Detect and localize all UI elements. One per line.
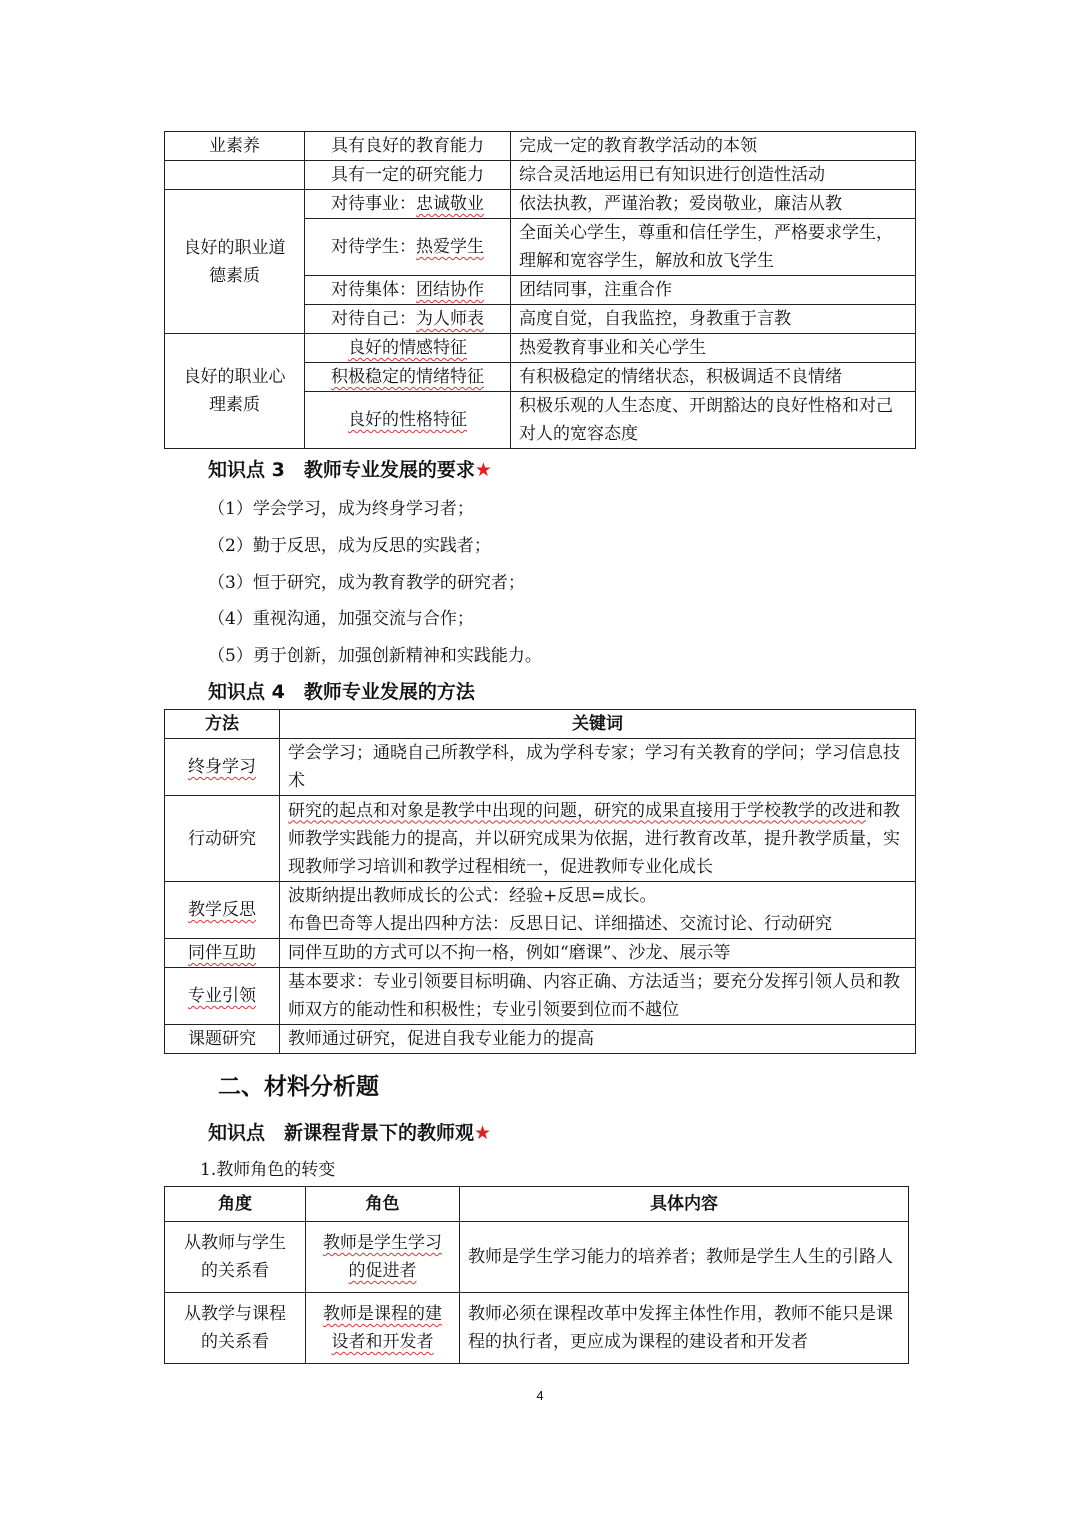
item-cell xyxy=(305,276,511,305)
table-row xyxy=(165,968,916,1025)
item-keyword: 团结协作 xyxy=(416,280,484,300)
item-keyword: 忠诚敬业 xyxy=(416,194,484,214)
table-row xyxy=(165,796,916,882)
desc-cell: 高度自觉，自我监控，身教重于言教 xyxy=(511,305,916,334)
item-keyword: 良好的性格特征 xyxy=(348,410,467,430)
desc-cell xyxy=(280,882,916,939)
list-item: （1）学会学习，成为终身学习者； xyxy=(208,499,474,519)
subheading: 1.教师角色的转变 xyxy=(200,1160,336,1180)
category-cell: 业素养 xyxy=(165,132,305,161)
table-row xyxy=(165,132,916,161)
item-cell: 具有良好的教育能力 xyxy=(305,132,511,161)
desc-cell: 教师通过研究，促进自我专业能力的提高 xyxy=(280,1025,916,1054)
desc-cell: 完成一定的教育教学活动的本领 xyxy=(511,132,916,161)
desc-cell: 学会学习；通晓自己所教学科，成为学科专家；学习有关教育的学问；学习信息技术 xyxy=(280,739,916,796)
desc-line: 波斯纳提出教师成长的公式：经验+反思=成长。 xyxy=(288,886,657,906)
table-row xyxy=(165,882,916,939)
desc-cell: 同伴互助的方式可以不拘一格，例如“磨课”、沙龙、展示等 xyxy=(280,939,916,968)
desc-cell: 教师是学生学习能力的培养者；教师是学生人生的引路人 xyxy=(460,1222,909,1293)
method-cell xyxy=(165,939,280,968)
item-prefix: 对待自己： xyxy=(331,309,416,329)
list-item: （3）恒于研究，成为教育教学的研究者； xyxy=(208,573,525,593)
method-label: 教学反思 xyxy=(188,900,256,920)
quality-table xyxy=(164,131,916,449)
desc-cell: 有积极稳定的情绪状态，积极调适不良情绪 xyxy=(511,363,916,392)
star-icon: ★ xyxy=(474,1122,492,1144)
list-item: （5）勇于创新，加强创新精神和实践能力。 xyxy=(208,646,542,666)
table-row xyxy=(165,190,916,219)
table-row xyxy=(165,939,916,968)
table-row xyxy=(165,334,916,363)
table-header-row xyxy=(165,1187,909,1222)
angle-cell: 从教师与学生的关系看 xyxy=(165,1222,306,1293)
column-header: 角度 xyxy=(165,1187,306,1222)
method-cell xyxy=(165,968,280,1025)
kp5-title: 知识点 新课程背景下的教师观 xyxy=(208,1122,475,1144)
item-prefix: 对待事业： xyxy=(331,194,416,214)
methods-table xyxy=(164,709,916,1054)
item-keyword: 良好的情感特征 xyxy=(348,338,467,358)
desc-cell: 全面关心学生，尊重和信任学生，严格要求学生，理解和宽容学生，解放和放飞学生 xyxy=(511,219,916,276)
item-keyword: 为人师表 xyxy=(416,309,484,329)
desc-cell xyxy=(280,796,916,882)
page-number: 4 xyxy=(536,1388,544,1403)
method-label: 专业引领 xyxy=(188,986,256,1006)
desc-cell: 依法执教，严谨治教；爱岗敬业，廉洁从教 xyxy=(511,190,916,219)
kp3-heading xyxy=(208,455,492,482)
table-row xyxy=(165,1222,909,1293)
item-prefix: 对待学生： xyxy=(331,237,416,257)
item-cell xyxy=(305,363,511,392)
role-cell xyxy=(306,1222,460,1293)
desc-emphasis: 研究的成果直接用于学校教学的改进 xyxy=(594,800,866,821)
method-cell: 行动研究 xyxy=(165,796,280,882)
desc-cell: 团结同事，注重合作 xyxy=(511,276,916,305)
kp4-heading xyxy=(208,677,475,704)
role-label: 教师是课程的建设者和开发者 xyxy=(323,1304,442,1352)
category-cell: 良好的职业心理素质 xyxy=(165,334,305,449)
star-icon: ★ xyxy=(474,459,492,481)
method-cell: 课题研究 xyxy=(165,1025,280,1054)
item-keyword: 热爱学生 xyxy=(416,237,484,257)
table-row xyxy=(165,1025,916,1054)
method-cell xyxy=(165,882,280,939)
item-cell: 具有一定的研究能力 xyxy=(305,161,511,190)
kp4-title: 知识点 4 教师专业发展的方法 xyxy=(208,681,475,703)
role-label: 教师是学生学习的促进者 xyxy=(323,1233,442,1281)
column-header: 角色 xyxy=(306,1187,460,1222)
table-header-row xyxy=(165,710,916,739)
angle-cell: 从教学与课程的关系看 xyxy=(165,1293,306,1364)
method-label: 同伴互助 xyxy=(188,943,256,963)
table-row xyxy=(165,161,916,190)
item-cell xyxy=(305,190,511,219)
desc-cell: 综合灵活地运用已有知识进行创造性活动 xyxy=(511,161,916,190)
desc-line: 布鲁巴奇等人提出四种方法：反思日记、详细描述、交流讨论、行动研究 xyxy=(288,914,832,934)
desc-text: 和教师教学实践能力的提高，并以研究成果为依据，进行教育改革，提升教学质量，实现教师学习培训和教学过程相统一，促进教师专业化成长 xyxy=(288,800,900,877)
item-cell xyxy=(305,305,511,334)
column-header: 方法 xyxy=(165,710,280,739)
item-cell xyxy=(305,219,511,276)
desc-cell: 热爱教育事业和关心学生 xyxy=(511,334,916,363)
column-header: 具体内容 xyxy=(460,1187,909,1222)
category-cell: 良好的职业道德素质 xyxy=(165,190,305,334)
item-prefix: 对待集体： xyxy=(331,280,416,300)
section-title: 二、材料分析题 xyxy=(218,1074,379,1100)
item-cell xyxy=(305,392,511,449)
list-item: （4）重视沟通，加强交流与合作； xyxy=(208,609,474,629)
table-row xyxy=(165,739,916,796)
column-header: 关键词 xyxy=(280,710,916,739)
item-cell xyxy=(305,334,511,363)
method-cell xyxy=(165,739,280,796)
desc-emphasis: 研究的起点和对象是教学中出现的问题， xyxy=(288,800,594,821)
role-cell xyxy=(306,1293,460,1364)
list-item: （2）勤于反思，成为反思的实践者； xyxy=(208,536,491,556)
table-row xyxy=(165,1293,909,1364)
kp3-title: 知识点 3 教师专业发展的要求 xyxy=(208,459,475,481)
kp5-heading xyxy=(208,1118,491,1145)
role-table xyxy=(164,1186,909,1364)
desc-cell: 积极乐观的人生态度、开朗豁达的良好性格和对己对人的宽容态度 xyxy=(511,392,916,449)
desc-cell: 教师必须在课程改革中发挥主体性作用，教师不能只是课程的执行者，更应成为课程的建设者和开发者 xyxy=(460,1293,909,1364)
method-label: 终身学习 xyxy=(188,757,256,777)
desc-cell: 基本要求：专业引领要目标明确、内容正确、方法适当；要充分发挥引领人员和教师双方的能动性和积极性；专业引领要到位而不越位 xyxy=(280,968,916,1025)
item-keyword: 积极稳定的情绪特征 xyxy=(331,367,484,387)
